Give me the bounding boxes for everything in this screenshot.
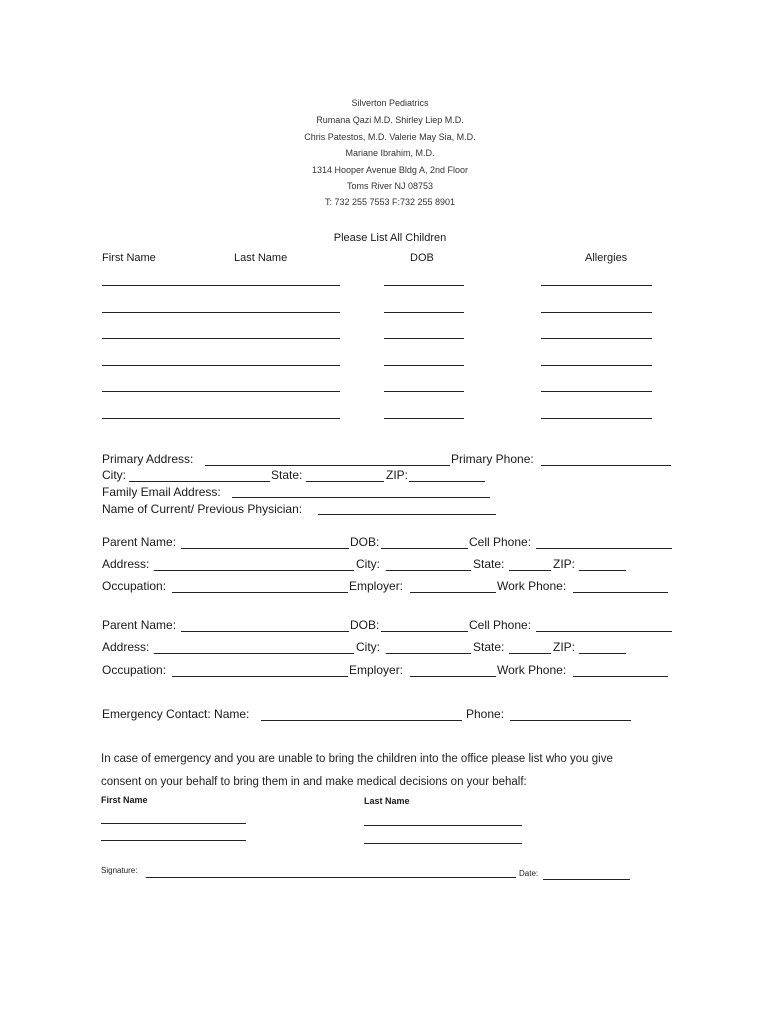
parent2-employer-label: Employer:: [349, 663, 404, 677]
parent2-employer-field[interactable]: [410, 676, 496, 677]
child-name-field-3[interactable]: [102, 338, 340, 339]
child-name-field-4[interactable]: [102, 365, 340, 366]
city-field[interactable]: [129, 481, 270, 482]
parent1-city-field[interactable]: [386, 570, 471, 571]
emergency-phone-field[interactable]: [510, 720, 631, 721]
child-dob-field-2[interactable]: [384, 312, 464, 313]
city-label: City:: [102, 468, 126, 482]
parent2-dob-field[interactable]: [381, 631, 468, 632]
parent2-occupation-label: Occupation:: [102, 663, 167, 677]
consent-line-1: In case of emergency and you are unable to bring the children into the office please list who you give: [101, 753, 613, 765]
consent-last-name-field-2[interactable]: [364, 843, 522, 844]
child-allergies-field-3[interactable]: [541, 338, 652, 339]
parent1-occupation-label: Occupation:: [102, 579, 167, 593]
state-label: State:: [271, 468, 303, 482]
emergency-name-label: Emergency Contact: Name:: [102, 707, 250, 721]
child-dob-field-5[interactable]: [384, 391, 464, 392]
email-field[interactable]: [232, 497, 490, 498]
child-dob-field-1[interactable]: [384, 285, 464, 286]
child-dob-field-4[interactable]: [384, 365, 464, 366]
child-allergies-field-2[interactable]: [541, 312, 652, 313]
parent2-city-label: City:: [356, 640, 380, 654]
parent1-dob-field[interactable]: [381, 548, 468, 549]
primary-address-label: Primary Address:: [102, 452, 194, 466]
physician-label: Name of Current/ Previous Physician:: [102, 502, 303, 516]
parent2-name-field[interactable]: [181, 631, 349, 632]
phone-line: T: 732 255 7553 F:732 255 8901: [324, 197, 456, 207]
parent2-address-label: Address:: [102, 640, 150, 654]
parent2-city-field[interactable]: [386, 653, 471, 654]
parent2-work-phone-field[interactable]: [573, 676, 668, 677]
col-first-name: First Name: [102, 252, 156, 264]
parent1-employer-field[interactable]: [410, 592, 496, 593]
consent-first-name-label: First Name: [101, 795, 148, 805]
parent1-state-field[interactable]: [509, 570, 551, 571]
parent1-address-label: Address:: [102, 557, 150, 571]
parent1-zip-label: ZIP:: [553, 557, 576, 571]
parent2-zip-label: ZIP:: [553, 640, 576, 654]
date-label: Date:: [519, 869, 539, 878]
child-allergies-field-5[interactable]: [541, 391, 652, 392]
doctors-line-1: Rumana Qazi M.D. Shirley Liep M.D.: [316, 115, 464, 125]
parent1-city-label: City:: [356, 557, 380, 571]
consent-last-name-field-1[interactable]: [364, 825, 522, 826]
signature-label: Signature:: [101, 866, 138, 875]
email-label: Family Email Address:: [102, 485, 221, 499]
child-allergies-field-1[interactable]: [541, 285, 652, 286]
consent-line-2: consent on your behalf to bring them in and make medical decisions on your behalf:: [101, 776, 527, 788]
parent2-state-field[interactable]: [509, 653, 551, 654]
col-last-name: Last Name: [234, 252, 288, 264]
parent2-occupation-field[interactable]: [172, 676, 348, 677]
primary-phone-label: Primary Phone:: [451, 452, 534, 466]
children-title: Please List All Children: [333, 232, 447, 244]
child-dob-field-6[interactable]: [384, 418, 464, 419]
parent2-address-field[interactable]: [154, 653, 354, 654]
child-dob-field-3[interactable]: [384, 338, 464, 339]
parent1-work-phone-field[interactable]: [573, 592, 668, 593]
primary-address-field[interactable]: [205, 465, 450, 466]
parent1-occupation-field[interactable]: [172, 592, 348, 593]
parent2-cell-field[interactable]: [536, 631, 672, 632]
zip-field[interactable]: [409, 481, 485, 482]
child-name-field-1[interactable]: [102, 285, 340, 286]
parent1-name-label: Parent Name:: [102, 535, 177, 549]
parent1-zip-field[interactable]: [579, 570, 626, 571]
child-name-field-6[interactable]: [102, 418, 340, 419]
parent2-name-label: Parent Name:: [102, 618, 177, 632]
zip-label: ZIP:: [386, 468, 409, 482]
doctors-line-3: Mariane Ibrahim, M.D.: [345, 148, 435, 158]
city-line: Toms River NJ 08753: [346, 181, 434, 191]
parent1-employer-label: Employer:: [349, 579, 404, 593]
child-name-field-2[interactable]: [102, 312, 340, 313]
child-allergies-field-6[interactable]: [541, 418, 652, 419]
parent2-state-label: State:: [473, 640, 505, 654]
parent1-state-label: State:: [473, 557, 505, 571]
parent2-zip-field[interactable]: [579, 653, 626, 654]
parent1-name-field[interactable]: [181, 548, 349, 549]
consent-first-name-field-2[interactable]: [101, 840, 246, 841]
parent1-address-field[interactable]: [154, 570, 354, 571]
emergency-phone-label: Phone:: [466, 707, 505, 721]
parent1-cell-label: Cell Phone:: [469, 535, 532, 549]
col-allergies: Allergies: [585, 252, 628, 264]
col-dob: DOB: [410, 252, 434, 264]
parent2-cell-label: Cell Phone:: [469, 618, 532, 632]
consent-first-name-field-1[interactable]: [101, 823, 246, 824]
parent1-work-phone-label: Work Phone:: [497, 579, 567, 593]
parent2-dob-label: DOB:: [350, 618, 380, 632]
doctors-line-2: Chris Patestos, M.D. Valerie May Sia, M.D.: [304, 132, 476, 142]
parent1-cell-field[interactable]: [536, 548, 672, 549]
primary-phone-field[interactable]: [541, 465, 671, 466]
consent-last-name-label: Last Name: [364, 796, 410, 806]
child-name-field-5[interactable]: [102, 391, 340, 392]
address-line: 1314 Hooper Avenue Bldg A, 2nd Floor: [312, 165, 468, 175]
date-field[interactable]: [543, 879, 630, 880]
physician-field[interactable]: [318, 514, 496, 515]
child-allergies-field-4[interactable]: [541, 365, 652, 366]
signature-field[interactable]: [146, 877, 516, 878]
parent1-dob-label: DOB:: [350, 535, 380, 549]
practice-name: Silverton Pediatrics: [351, 98, 429, 108]
emergency-name-field[interactable]: [261, 720, 462, 721]
state-field[interactable]: [306, 481, 384, 482]
parent2-work-phone-label: Work Phone:: [497, 663, 567, 677]
